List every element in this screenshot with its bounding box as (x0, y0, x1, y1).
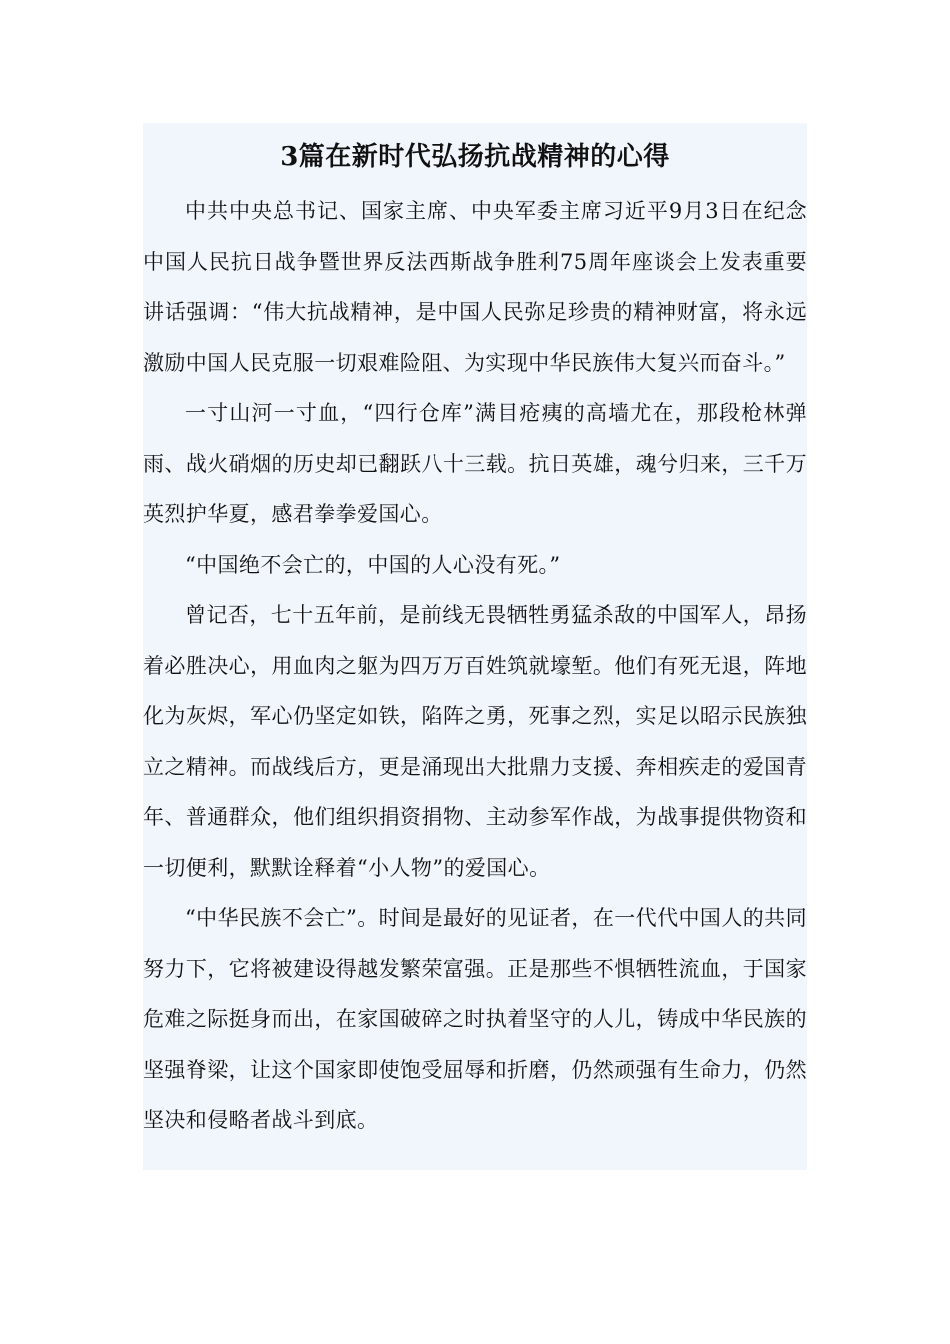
document-text-block (143, 123, 807, 1170)
paragraph: “中国绝不会亡的，中国的人心没有死。” (185, 552, 561, 577)
paragraph: 中共中央总书记、国家主席、中央军委主席习近平9月3日在纪念中国人民抗日战争暨世界反法西斯战争胜利75周年座谈会上发表重要讲话强调：“伟大抗战精神，是中国人民弥足珍贵的精神财富，将永远激励中国人民克服一切艰难险阻、为实现中华民族伟大复兴而奋斗。” (143, 199, 807, 375)
paragraph: 曾记否，七十五年前，是前线无畏牺牲勇猛杀敌的中国军人，昂扬着必胜决心，用血肉之躯为四万万百姓筑就壕堑。他们有死无退，阵地化为灰烬，军心仍坚定如铁，陷阵之勇，死事之烈，实足以昭示民族独立之精神。而战线后方，更是涌现出大批鼎力支援、奔相疾走的爱国青年、普通群众，他们组织捐资捐物、主动参军作战，为战事提供物资和一切便利，默默诠释着“小人物”的爱国心。 (143, 603, 807, 880)
document-title: 3篇在新时代弘扬抗战精神的心得 (280, 142, 670, 172)
paragraph: 一寸山河一寸血，“四行仓库”满目疮痍的高墙尤在，那段枪林弹雨、战火硝烟的历史却已翻跃八十三载。抗日英雄，魂兮归来，三千万英烈护华夏，感君拳拳爱国心。 (143, 401, 807, 526)
paragraph: “中华民族不会亡”。时间是最好的见证者，在一代代中国人的共同努力下，它将被建设得越发繁荣富强。正是那些不惧牺牲流血，于国家危难之际挺身而出，在家国破碎之时执着坚守的人儿，铸成中华民族的坚强脊梁，让这个国家即使饱受屈辱和折磨，仍然顽强有生命力，仍然坚决和侵略者战斗到底。 (143, 906, 807, 1132)
